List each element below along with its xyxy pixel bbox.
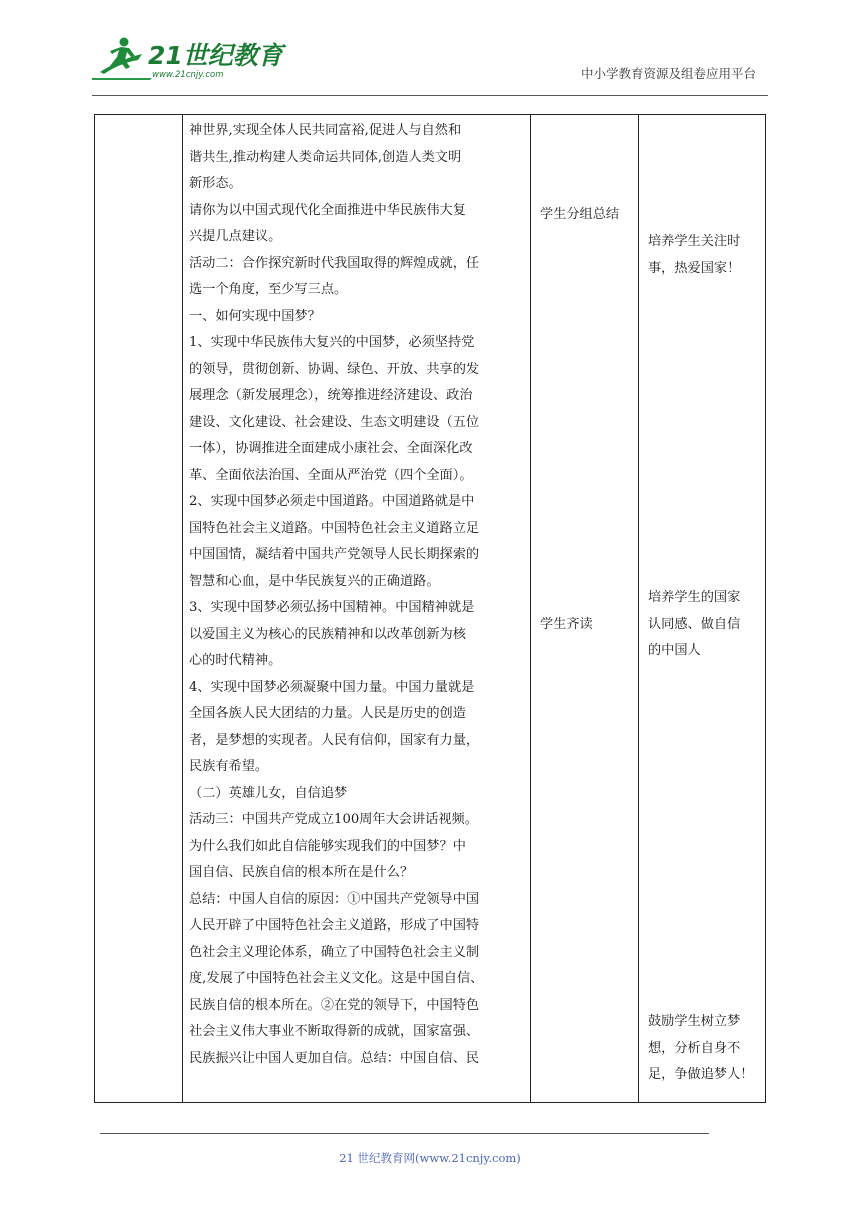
content-line: 民族自信的根本所在。②在党的领导下，中国特色 bbox=[189, 997, 480, 1013]
content-line: 色社会主义理论体系，确立了中国特色社会主义制 bbox=[189, 944, 480, 960]
intent-line: 的中国人 bbox=[648, 643, 701, 658]
intent-line: 培养学生关注时 bbox=[648, 234, 741, 249]
content-line: 的领导，贯彻创新、协调、绿色、开放、共享的发 bbox=[189, 361, 480, 377]
content-line: 为什么我们如此自信能够实现我们的中国梦？中 bbox=[189, 838, 466, 854]
content-line: 智慧和心血，是中华民族复兴的正确道路。 bbox=[189, 573, 440, 589]
teaching-content bbox=[189, 118, 522, 1072]
content-line: 1、实现中华民族伟大复兴的中国梦，必须坚持党 bbox=[189, 335, 475, 350]
content-line: 心的时代精神。 bbox=[189, 653, 282, 668]
content-line: 人民开辟了中国特色社会主义道路，形成了中国特 bbox=[189, 918, 480, 933]
teaching-content-column bbox=[183, 115, 531, 1102]
intent-line: 想，分析自身不 bbox=[648, 1040, 741, 1056]
intent-line: 事，热爱国家！ bbox=[648, 260, 741, 276]
logo-text: 21世纪教育 bbox=[148, 41, 283, 70]
content-line: 活动二：合作探究新时代我国取得的辉煌成就，任 bbox=[189, 255, 480, 271]
content-line: 全国各族人民大团结的力量。人民是历史的创造 bbox=[189, 706, 466, 721]
intent-pursue-dream bbox=[648, 1009, 761, 1089]
content-line: 请你为以中国式现代化全面推进中华民族伟大复 bbox=[189, 202, 466, 218]
content-line: 展理念（新发展理念），统筹推进经济建设、政治 bbox=[189, 388, 473, 403]
content-line: 革、全面依法治国、全面从严治党（四个全面）。 bbox=[189, 467, 473, 483]
header-divider bbox=[92, 95, 768, 96]
content-line: 以爱国主义为核心的民族精神和以改革创新为核 bbox=[189, 626, 466, 642]
content-line: 国特色社会主义道路。中国特色社会主义道路立足 bbox=[189, 520, 480, 536]
content-line: 者，是梦想的实现者。人民有信仰，国家有力量， bbox=[189, 732, 480, 748]
content-line: 一、如何实现中国梦？ bbox=[189, 308, 321, 324]
stage-column bbox=[95, 115, 183, 1102]
design-intent-column bbox=[639, 115, 765, 1102]
content-line: 社会主义伟大事业不断取得新的成就，国家富强、 bbox=[189, 1024, 480, 1039]
footer-source: 21 世纪教育网(www.21cnjy.com) bbox=[339, 1151, 521, 1165]
content-line: 神世界,实现全体人民共同富裕,促进人与自然和 bbox=[189, 123, 462, 138]
content-line: 民族有希望。 bbox=[189, 759, 269, 774]
content-line: 民族振兴让中国人更加自信。总结：中国自信、民 bbox=[189, 1050, 480, 1066]
student-group-summary: 学生分组总结 bbox=[540, 207, 620, 222]
content-line: 度,发展了中国特色社会主义文化。这是中国自信、 bbox=[189, 971, 484, 986]
content-line: 中国国情，凝结着中国共产党领导人民长期探索的 bbox=[189, 547, 480, 562]
content-line: 建设、文化建设、社会建设、生态文明建设（五位 bbox=[189, 414, 480, 430]
content-line: 3、实现中国梦必须弘扬中国精神。中国精神就是 bbox=[189, 600, 475, 615]
intent-national-identity bbox=[648, 585, 761, 665]
student-activity-column bbox=[531, 115, 639, 1102]
content-line: 2、实现中国梦必须走中国道路。中国道路就是中 bbox=[189, 494, 475, 509]
intent-line: 培养学生的国家 bbox=[648, 590, 741, 605]
footer-divider bbox=[100, 1133, 709, 1134]
content-line: 国自信、民族自信的根本所在是什么？ bbox=[189, 865, 414, 880]
content-line: 新形态。 bbox=[189, 176, 242, 191]
student-read-together: 学生齐读 bbox=[540, 617, 593, 632]
content-line: 兴提几点建议。 bbox=[189, 229, 282, 244]
logo-url: www.21cnjy.com bbox=[152, 70, 224, 80]
runner-icon bbox=[92, 38, 152, 81]
intent-line: 鼓励学生树立梦 bbox=[648, 1014, 741, 1029]
content-line: 谐共生,推动构建人类命运共同体,创造人类文明 bbox=[189, 149, 462, 165]
content-line: 总结：中国人自信的原因：①中国共产党领导中国 bbox=[189, 891, 480, 907]
lesson-table bbox=[94, 114, 766, 1103]
content-line: 选一个角度，至少写三点。 bbox=[189, 282, 348, 297]
content-line: 4、实现中国梦必须凝聚中国力量。中国力量就是 bbox=[189, 679, 475, 695]
intent-line: 足，争做追梦人！ bbox=[648, 1067, 754, 1082]
brand-logo bbox=[92, 34, 283, 84]
content-line: 一体），协调推进全面建成小康社会、全面深化改 bbox=[189, 441, 473, 456]
content-line: 活动三：中国共产党成立100周年大会讲话视频。 bbox=[189, 812, 478, 827]
intent-line: 认同感、做自信 bbox=[648, 616, 741, 632]
intent-current-affairs bbox=[648, 229, 761, 282]
content-line: （二）英雄儿女，自信追梦 bbox=[189, 785, 348, 801]
platform-name: 中小学教育资源及组卷应用平台 bbox=[580, 66, 756, 81]
